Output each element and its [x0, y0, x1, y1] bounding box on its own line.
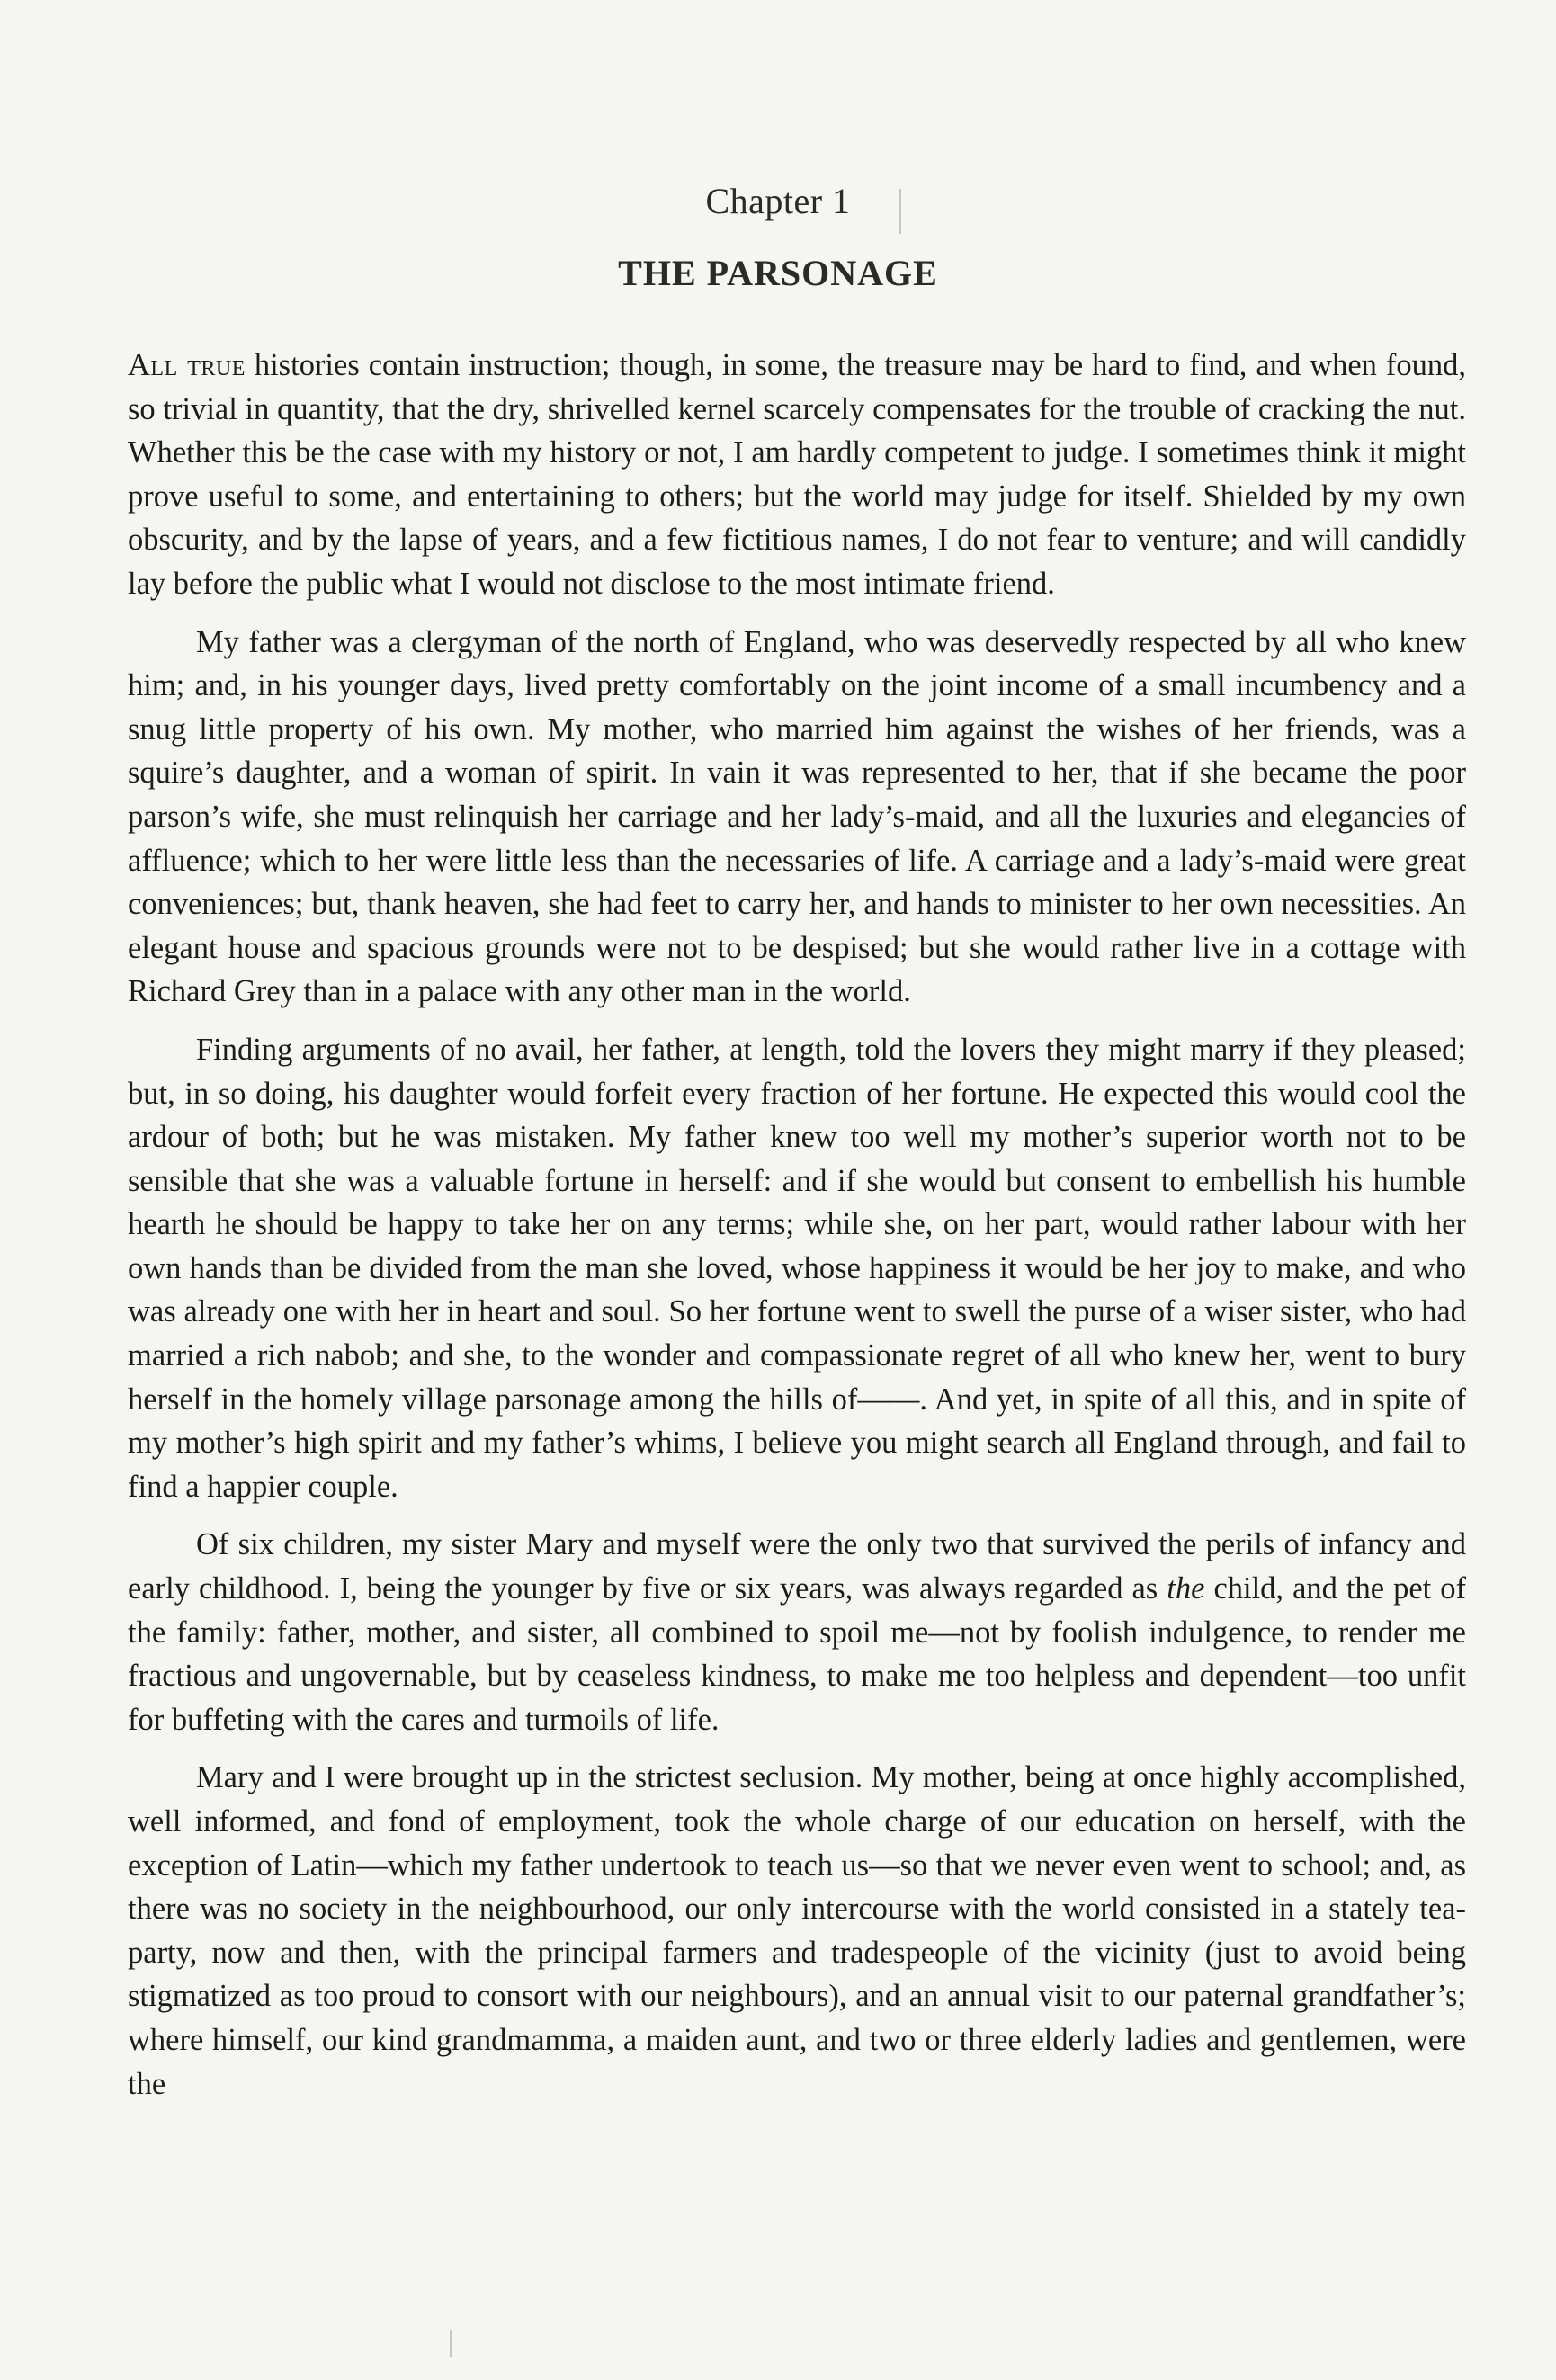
paragraph-4-text-after: child, and the pet of the family: father, mother, and sister, all combined to spoil me—not by foolish indulgence, to render me fractious and ungovernable, but by ceaseless kindness, to make me too helpless and dependent—too unfit for buffeting with the cares and turmoils of life.: [128, 1571, 1466, 1737]
paragraph-3: Finding arguments of no avail, her father, at length, told the lovers they might marry if they pleased; but, in so doing, his daughter would forfeit every fraction of her fortune. He expected this would cool the ardour of both; but he was mistaken. My father knew too well my mother’s superior worth not to be sensible that she was a valuable fortune in herself: and if she would but consent to embellish his humble hearth he should be happy to take her on any terms; while she, on her part, would rather labour with her own hands than be divided from the man she loved, whose happiness it would be her joy to make, and who was already one with her in heart and soul. So her fortune went to swell the purse of a wiser sister, who had married a rich nabob; and she, to the wonder and compassionate regret of all who knew her, went to bury herself in the homely village parsonage among the hills of——. And yet, in spite of all this, and in spite of my mother’s high spirit and my father’s whims, I believe you might search all England through, and fail to find a happier couple.: [128, 1032, 1466, 1504]
paragraph-1: [128, 344, 1466, 606]
chapter-body: [128, 344, 1466, 2120]
paragraph-2: My father was a clergyman of the north of England, who was deservedly respected by all who knew him; and, in his younger days, lived pretty comfortably on the joint income of a small incumbency and a snug little property of his own. My mother, who married him against the wishes of her friends, was a squire’s daughter, and a woman of spirit. In vain it was represented to her, that if she became the poor parson’s wife, she must relinquish her carriage and her lady’s-maid, and all the luxuries and elegancies of affluence; which to her were little less than the necessaries of life. A carriage and a lady’s-maid were great conveniences; but, thank heaven, she had feet to carry her, and hands to minister to her own necessities. An elegant house and spacious grounds were not to be despised; but she would rather live in a cottage with Richard Grey than in a palace with any other man in the world.: [128, 624, 1466, 1009]
chapter-number: Chapter 1: [705, 181, 851, 221]
scan-artifact: [450, 2330, 452, 2357]
paragraph-1-text: histories contain instruction; though, in some, the treasure may be hard to find, and when found, so trivial in quantity, that the dry, shrivelled kernel scarcely compensates for the trouble of cracking the nut. Whether this be the case with my history or not, I am hardly competent to judge. I sometimes think it might prove useful to some, and entertaining to others; but the world may judge for itself. Shielded by my own obscurity, and by the lapse of years, and a few fictitious names, I do not fear to venture; and will candidly lay before the public what I would not disclose to the most intimate friend.: [128, 348, 1466, 601]
paragraph-4: [128, 1523, 1466, 1741]
paragraph-5: Mary and I were brought up in the strictest seclusion. My mother, being at once highly accomplished, well informed, and fond of employment, took the whole charge of our education on herself, with the exception of Latin—which my father undertook to teach us—so that we never even went to school; and, as there was no society in the neighbourhood, our only intercourse with the world consisted in a stately tea-party, now and then, with the principal farmers and tradespeople of the vicinity (just to avoid being stigmatized as too proud to consort with our neighbours), and an annual visit to our paternal grandfather’s; where himself, our kind grandmamma, a maiden aunt, and two or three elderly ladies and gentlemen, were the: [128, 1760, 1466, 2101]
opening-small-caps: All true: [128, 348, 246, 382]
scan-artifact: [899, 189, 901, 234]
emphasized-word: the: [1167, 1571, 1205, 1606]
paragraph-4-text-before: Of six children, my sister Mary and myself were the only two that survived the perils of infancy and early childhood. I, being the younger by five or six years, was always regarded as: [128, 1527, 1466, 1606]
chapter-title: THE PARSONAGE: [618, 253, 938, 293]
